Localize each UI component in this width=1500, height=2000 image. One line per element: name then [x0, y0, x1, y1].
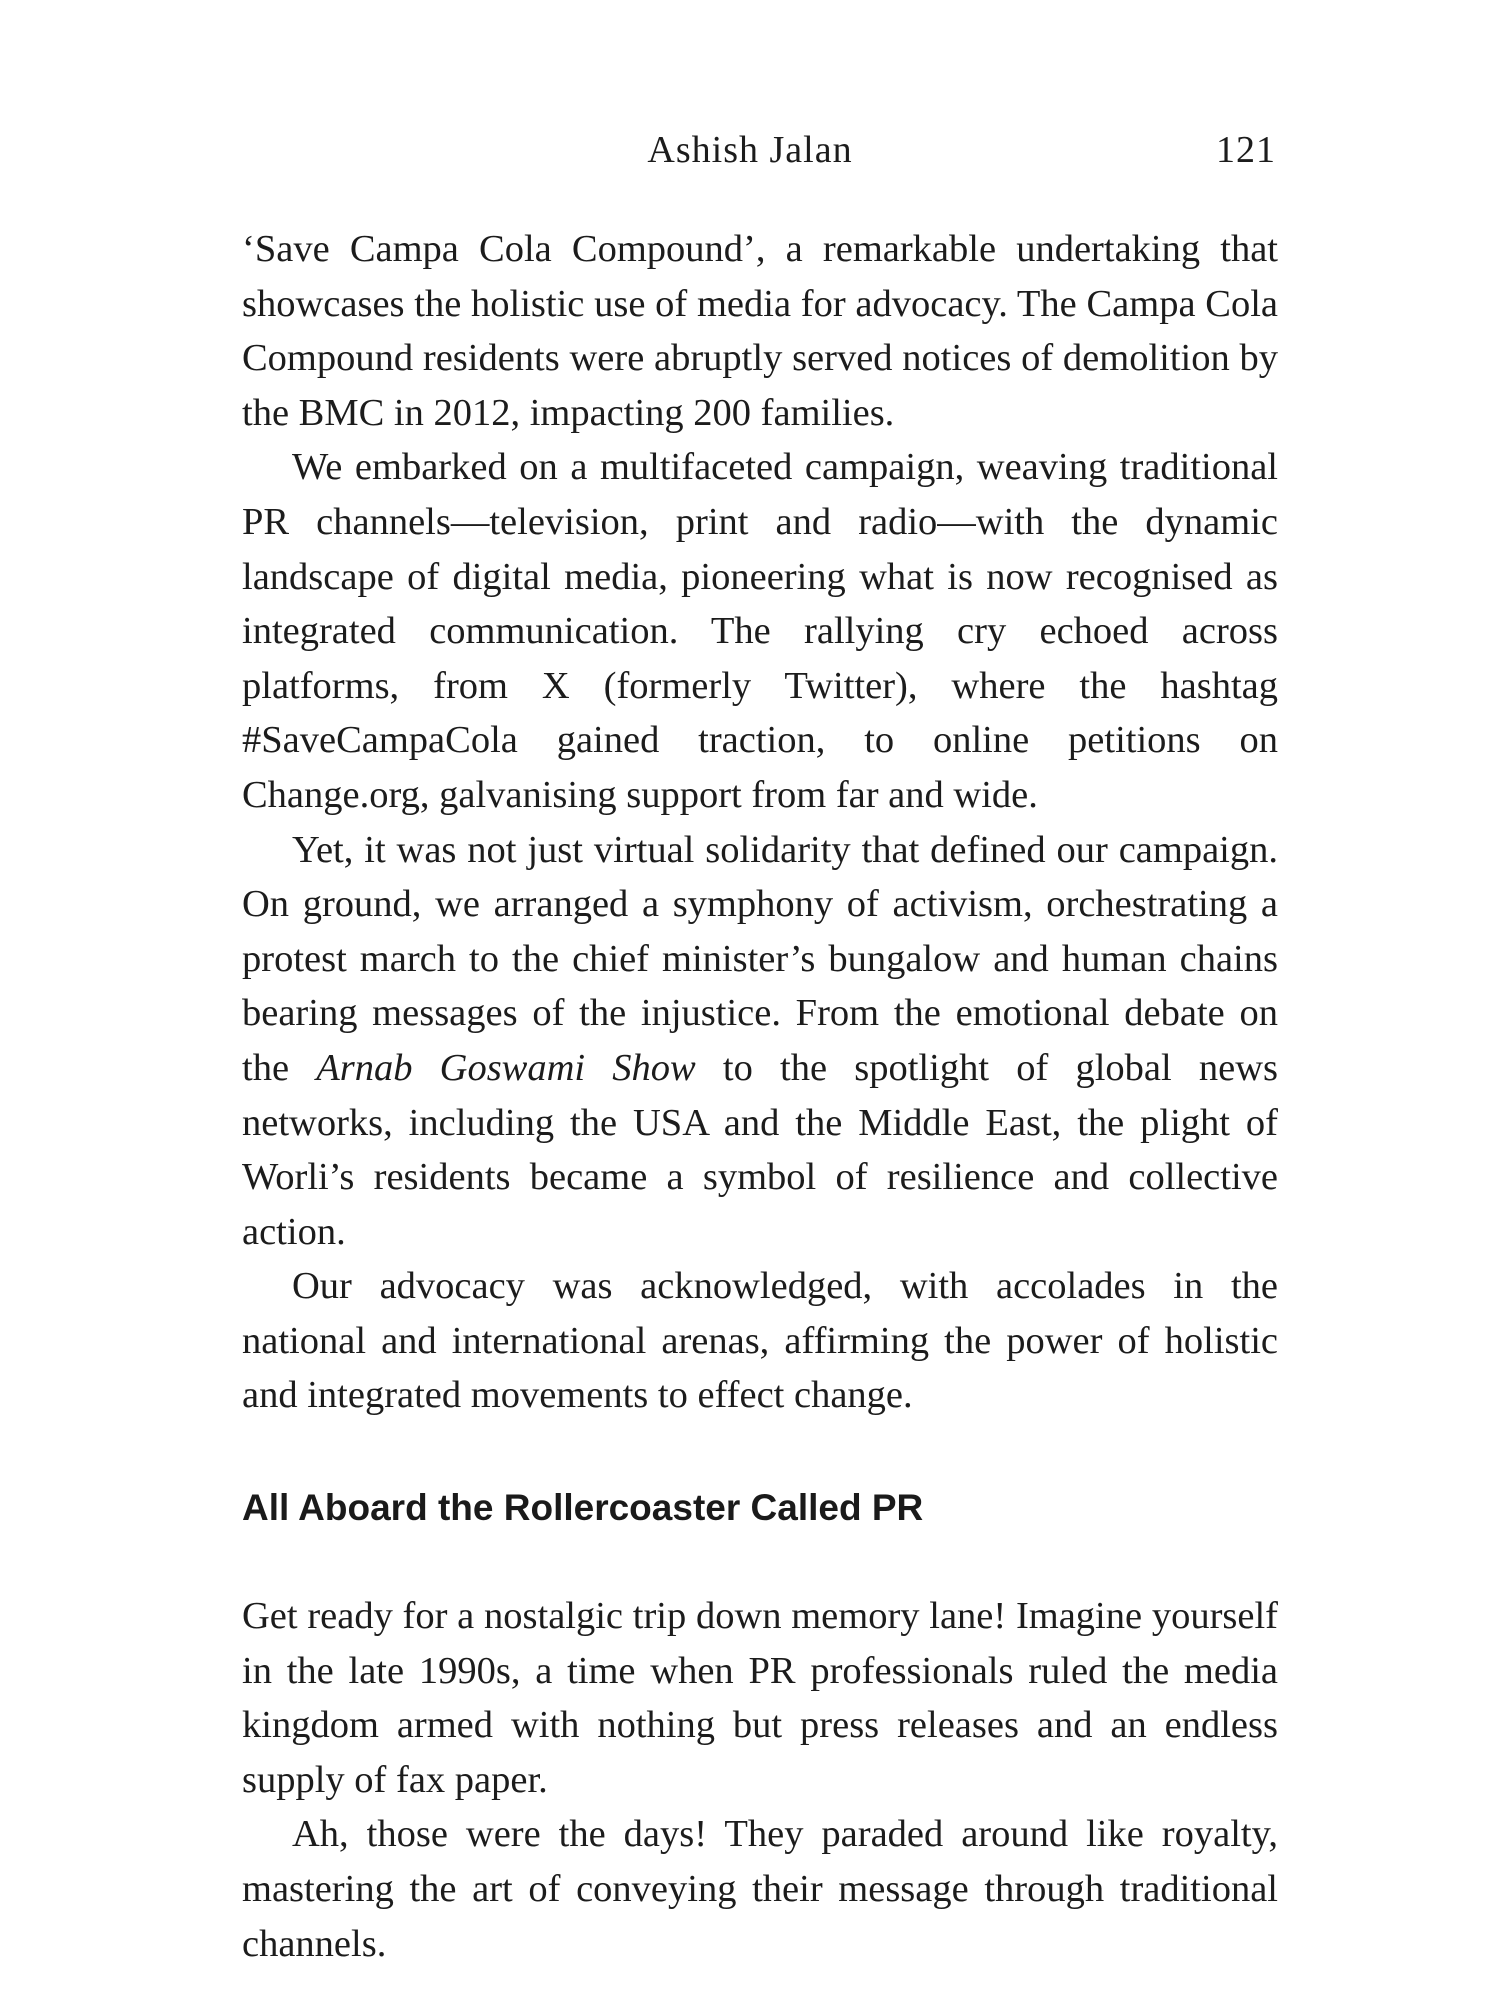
- paragraph-campaign: We embarked on a multifaceted campaign, weaving traditional PR channels—television, print and radio—with the dynamic landscape of digital media, pioneering what is now recognised as integrated communication. The rallying cry echoed across platforms, from X (formerly Twitter), where the hashtag #SaveCampaCola gained traction, to online petitions on Change.org, galvanising support from far and wide.: [242, 446, 1278, 816]
- paragraph-campa-cola-intro: ‘Save Campa Cola Compound’, a remarkable undertaking that showcases the holistic use of media for advocacy. The Campa Cola Compound residents were abruptly served notices of demolition by the BMC in 2012, impacting 200 families.: [242, 228, 1278, 434]
- running-head-author: Ashish Jalan: [647, 129, 853, 171]
- page-number: 121: [1216, 129, 1276, 171]
- paragraph-activism-text-b: to the spotlight of global news networks, including the USA and the Middle East, the plight of Worli’s residents became a symbol of resilience and collective action.: [242, 1046, 1278, 1253]
- paragraph-those-days: Ah, those were the days! They paraded around like royalty, mastering the art of conveying their message through traditional channels.: [242, 1813, 1278, 1965]
- paragraph-advocacy: Our advocacy was acknowledged, with accolades in the national and international arenas, affirming the power of holistic and integrated movements to effect change.: [242, 1265, 1278, 1417]
- paragraph-activism-text-a: Yet, it was not just virtual solidarity that defined our campaign. On ground, we arranged a symphony of activism, orchestrating a protest march to the chief minister’s bungalow and human chains bearing messages of the injustice. From the emotional debate on the: [242, 828, 1278, 1089]
- running-head: [0, 128, 1500, 172]
- paragraph-activism: [242, 823, 1278, 1260]
- main-text: [242, 222, 1278, 1971]
- paragraph-nostalgic-trip: Get ready for a nostalgic trip down memory lane! Imagine yourself in the late 1990s, a time when PR professionals ruled the media kingdom armed with nothing but press releases and an endless supply of fax paper.: [242, 1595, 1278, 1801]
- section-heading: All Aboard the Rollercoaster Called PR: [242, 1487, 924, 1529]
- show-title: Arnab Goswami Show: [316, 1046, 696, 1089]
